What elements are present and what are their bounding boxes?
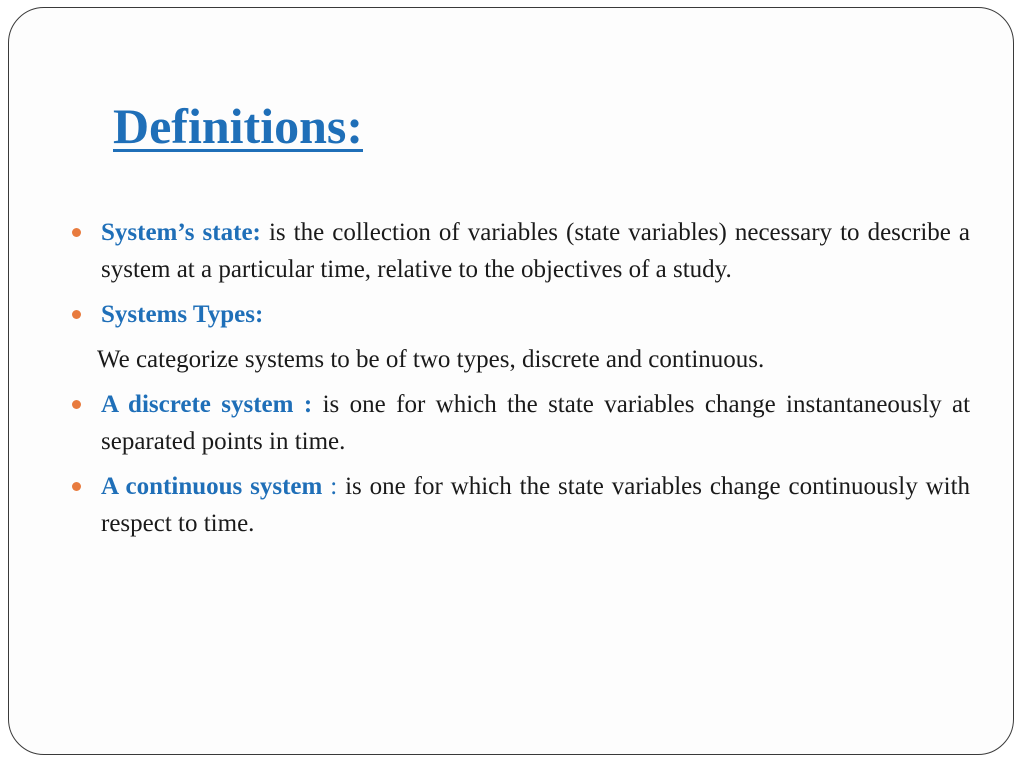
definition-continuous-system [70, 468, 970, 542]
systems-types-description: We categorize systems to be of two types, discrete and continuous. [97, 346, 765, 373]
definition-systems-types [70, 296, 970, 333]
definition-term: System’s state: [101, 219, 261, 246]
definitions-list [70, 214, 970, 550]
definition-discrete-system [70, 386, 970, 460]
bullet-icon [72, 310, 81, 319]
definition-separator: : [330, 473, 338, 500]
bullet-icon [72, 482, 81, 491]
definition-text: is one for which the state variables change continuously with respect to time. [101, 473, 971, 537]
definition-text: is the collection of variables (state variables) necessary to describe a system at a particular time, relative to the objectives of a study. [101, 219, 971, 283]
definition-term: A continuous system [101, 473, 323, 500]
slide-title: Definitions: [113, 98, 363, 154]
definition-text: is one for which the state variables change instantaneously at separated points in time. [101, 391, 971, 455]
definition-term: Systems Types: [101, 301, 264, 328]
bullet-icon [72, 228, 81, 237]
definition-system-state [70, 214, 970, 288]
definition-term: A discrete system : [101, 391, 313, 418]
bullet-icon [72, 400, 81, 409]
